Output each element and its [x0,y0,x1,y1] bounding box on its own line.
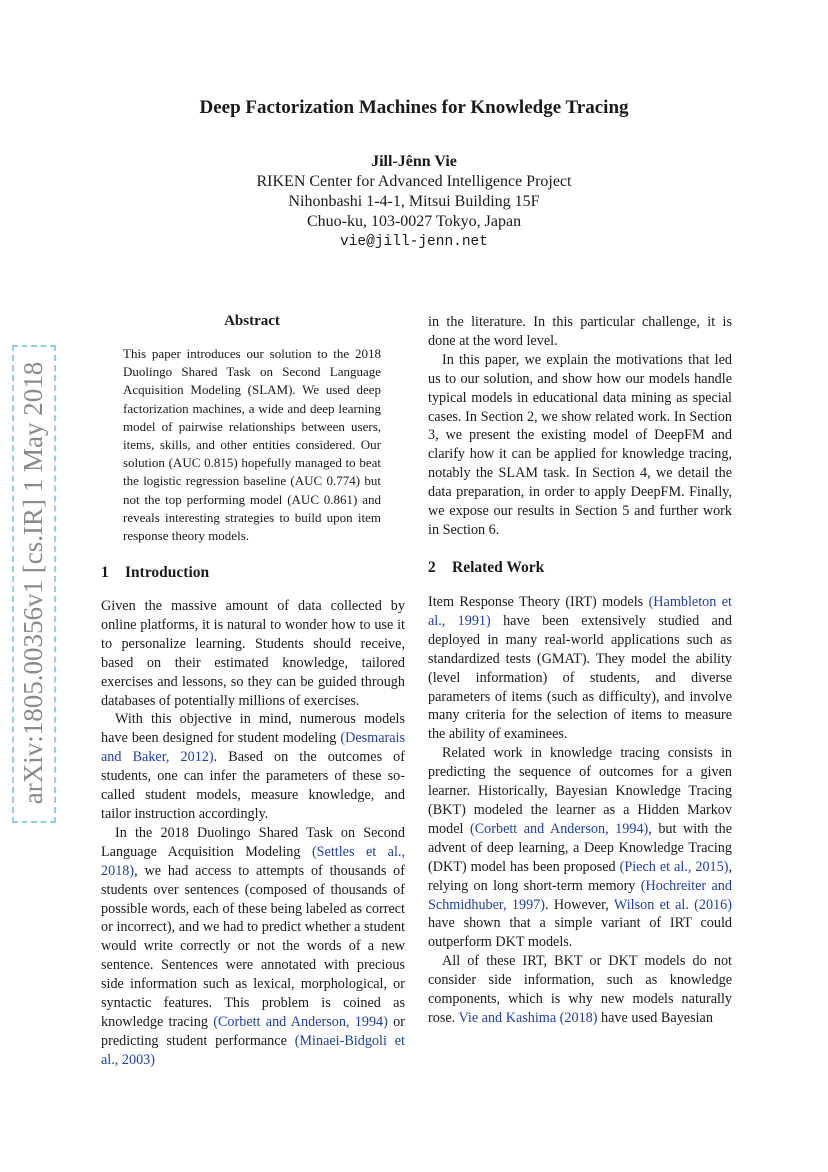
citation-link[interactable]: (Hambleton et al., 1991) [428,594,732,629]
author-email[interactable]: vie@jill-jenn.net [340,234,488,250]
paragraph-text: , relying on long short-term memory [428,858,732,894]
citation-link[interactable]: (Hochreiter and Schmidhuber, 1997) [428,877,732,913]
paragraph-text: or predicting student performance [101,1013,405,1049]
citation-link[interactable]: Vie and Kashima (2018) [458,1009,598,1026]
section-title: Introduction [125,564,210,581]
paragraph-text: have shown that a simple variant of IRT could outperform DKT models. [428,915,732,951]
citation-link[interactable]: (Settles et al., 2018) [101,843,405,879]
citation-link[interactable]: (Corbett and Anderson, 1994) [213,1013,388,1030]
paragraph [428,952,732,1028]
abstract-text: This paper introduces our solution to the 2018 Duolingo Shared Task on Second Language Acquisition Modeling (SLAM). We used deep factorization machines, a wide and deep learning model of pairwise relationships between users, items, skills, and other entities considered. Our solution (AUC 0.815) hopefully managed to beat the logistic regression baseline (AUC 0.774) but not the top performing model (AUC 0.861) and reveals interesting strategies to build upon item response theory models. [123,346,381,544]
abstract-heading: Abstract [224,313,280,329]
paragraph [101,710,405,823]
paragraph-text: In this paper, we explain the motivations that led us to our solution, and show how our models handle typical models in educational data mining as special cases. In Section 2, we show related work. In Section 3, we present the existing model of DeepFM and clarify how it can be applied for knowledge tracing, notably the SLAM task. In Section 4, we detail the data preparation, in order to apply DeepFM. Finally, we expose our results in Section 5 and further work in Section 6. [428,351,732,538]
citation-link[interactable]: (Corbett and Anderson, 1994) [469,820,649,837]
paragraph-text: Given the massive amount of data collected by online platforms, it is natural to wonder how to use it to personalize learning. Students should receive, based on their estimated knowledge, tailored exercises and lessons, so they can be guided through databases of potentially millions of exercises. [101,598,405,709]
paragraph-text: . Based on the outcomes of students, one can infer the parameters of these so-called student models, measure knowledge, and tailor instruction accordingly. [101,749,405,822]
paragraph-text: With this objective in mind, numerous models have been designed for student modeling [101,711,405,747]
section-heading-introduction [101,563,209,583]
paragraph-text: Related work in knowledge tracing consists in predicting the sequence of outcomes for a given learner. Historically, Bayesian Knowledge Tracing (BKT) modeled the learner as a Hidden Markov model [428,745,732,837]
paragraph-text: have been extensively studied and deployed in many real-world applications such as standardized tests (GMAT). They model the ability (level information) of students, and diverse parameters of items (such as difficulty), and involve many criteria for the selection of items to measure the ability of examinees. [428,612,732,743]
paragraph-text: , we had access to attempts of thousands of students over sentences (composed of thousands of possible words, each of these being labeled as correct or incorrect), and we had to predict whether a student would write correctly or not the words of a new sentence. Sentences were annotated with precious side information such as lexical, morphological, or syntactic features. This problem is coined as knowledge tracing [101,862,405,1030]
paragraph-text: , but with the advent of deep learning, a Deep Knowledge Tracing (DKT) model has been proposed [428,820,732,875]
affiliation-line: RIKEN Center for Advanced Intelligence Project [256,173,572,190]
paragraph [101,824,405,1070]
paragraph [428,593,732,744]
paragraph-text: All of these IRT, BKT or DKT models do not consider side information, such as knowledge components, which is why new models naturally rose. [428,953,732,1026]
arxiv-stamp[interactable]: arXiv:1805.00356v1 [cs.IR] 1 May 2018 [18,361,48,805]
paragraph-text: Item Response Theory (IRT) models [428,594,649,610]
paragraph [428,351,732,540]
citation-link[interactable]: (Piech et al., 2015) [619,858,729,875]
paragraph [101,597,405,710]
paragraph-text: . However, [545,896,614,913]
affiliation-line: Chuo-ku, 103-0027 Tokyo, Japan [306,213,522,230]
paragraph [428,744,732,952]
author-block [0,152,828,252]
paragraph-text: In the 2018 Duolingo Shared Task on Second Language Acquisition Modeling [101,824,405,860]
paragraph-text: in the literature. In this particular challenge, it is done at the word level. [428,314,732,349]
citation-link[interactable]: (Desmarais and Baker, 2012) [101,730,405,766]
paper-title: Deep Factorization Machines for Knowledge Tracing [199,97,629,118]
section-number: 1 [101,564,109,581]
right-column-bottom [428,593,732,1028]
citation-link[interactable]: Wilson et al. (2016) [613,896,732,913]
citation-link[interactable]: (Minaei-Bidgoli et al., 2003) [101,1032,405,1068]
right-column-top [428,313,732,540]
section-heading-related-work [428,558,544,578]
affiliation-line: Nihonbashi 1-4-1, Mitsui Building 15F [288,193,540,210]
section-number: 2 [428,559,436,576]
paragraph [428,313,732,351]
left-column [101,597,405,1070]
author-name: Jill-Jênn Vie [371,153,457,170]
section-title: Related Work [452,559,545,576]
paragraph-text: have used Bayesian [597,1009,713,1026]
